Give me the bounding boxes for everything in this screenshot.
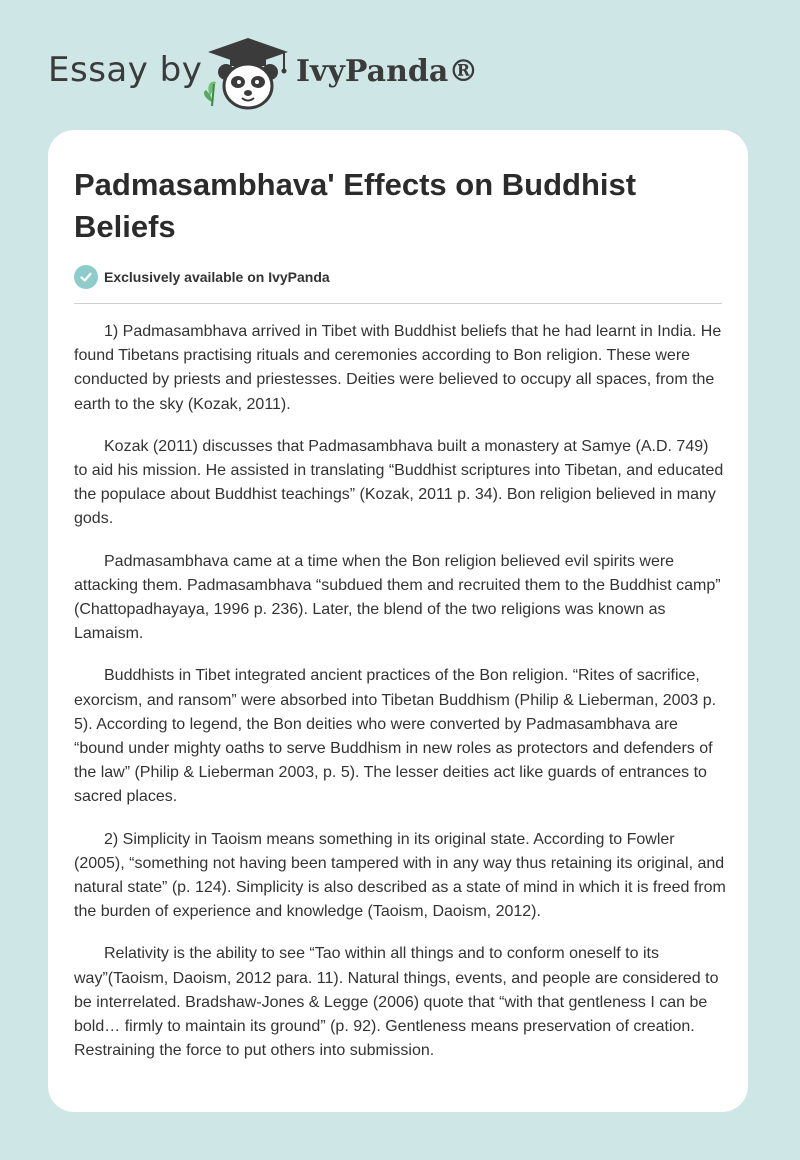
paragraph: Kozak (2011) discusses that Padmasambhava built a monastery at Samye (A.D. 749) to aid his mission. He assisted in translating “Buddhist scriptures into Tibetan, and educated the populace about Buddhist teachings” (Kozak, 2011 p. 34). Bon religion believed in many gods. (74, 437, 724, 528)
exclusive-badge-label: Exclusively available on IvyPanda (104, 269, 330, 285)
paragraph: Buddhists in Tibet integrated ancient practices of the Bon religion. “Rites of sacrifice, exorcism, and ransom” were absorbed into Tibetan Buddhism (Philip & Lieberman, 2003 p. 5). According to legend, the Bon deities who were converted by Padmasambhava are “bound under mighty oaths to serve Buddhism in new roles as protectors and defenders of the law” (Philip & Lieberman 2003, p. 5). The lesser deities act like guards of entrances to sacred places. (74, 667, 717, 806)
page-title: Padmasambhava' Effects on Buddhist Beliefs (74, 167, 637, 244)
essay-body (74, 320, 726, 1081)
divider (74, 303, 722, 304)
essay-by-label: Essay by (48, 50, 203, 90)
brand-name[interactable]: IvyPanda® (296, 54, 479, 89)
site-header (0, 0, 800, 130)
paragraph: Padmasambhava came at a time when the Bon religion believed evil spirits were attacking them. Padmasambhava “subdued them and recruited them to the Buddhist camp” (Chattopadhayaya, 1996 p. 236). Later, the blend of the two religions was known as Lamaism. (74, 552, 721, 643)
essay-card (48, 130, 748, 1112)
exclusive-badge (74, 264, 330, 290)
panda-graduation-cap-icon[interactable] (200, 36, 296, 112)
check-circle-icon (74, 265, 98, 289)
paragraph: 2) Simplicity in Taoism means something in its original state. According to Fowler (2005), “something not having been tampered with in any way thus retaining its original, and natural state” (p. 124). Simplicity is also described as a state of mind in which it is freed from the burden of experience and knowledge (Taoism, Daoism, 2012). (74, 830, 726, 921)
paragraph: Relativity is the ability to see “Tao within all things and to conform oneself to its way”(Taoism, Daoism, 2012 para. 11). Natural things, events, and people are considered to be interrelated. Bradshaw-Jones & Legge (2006) quote that “with that gentleness I can be bold… firmly to maintain its ground” (p. 92). Gentleness means preservation of creation. Restraining the force to put others into submission. (74, 945, 719, 1060)
paragraph: 1) Padmasambhava arrived in Tibet with Buddhist beliefs that he had learnt in India. He found Tibetans practising rituals and ceremonies according to Bon religion. These were conducted by priests and priestesses. Deities were believed to occupy all spaces, from the earth to the sky (Kozak, 2011). (74, 323, 722, 413)
